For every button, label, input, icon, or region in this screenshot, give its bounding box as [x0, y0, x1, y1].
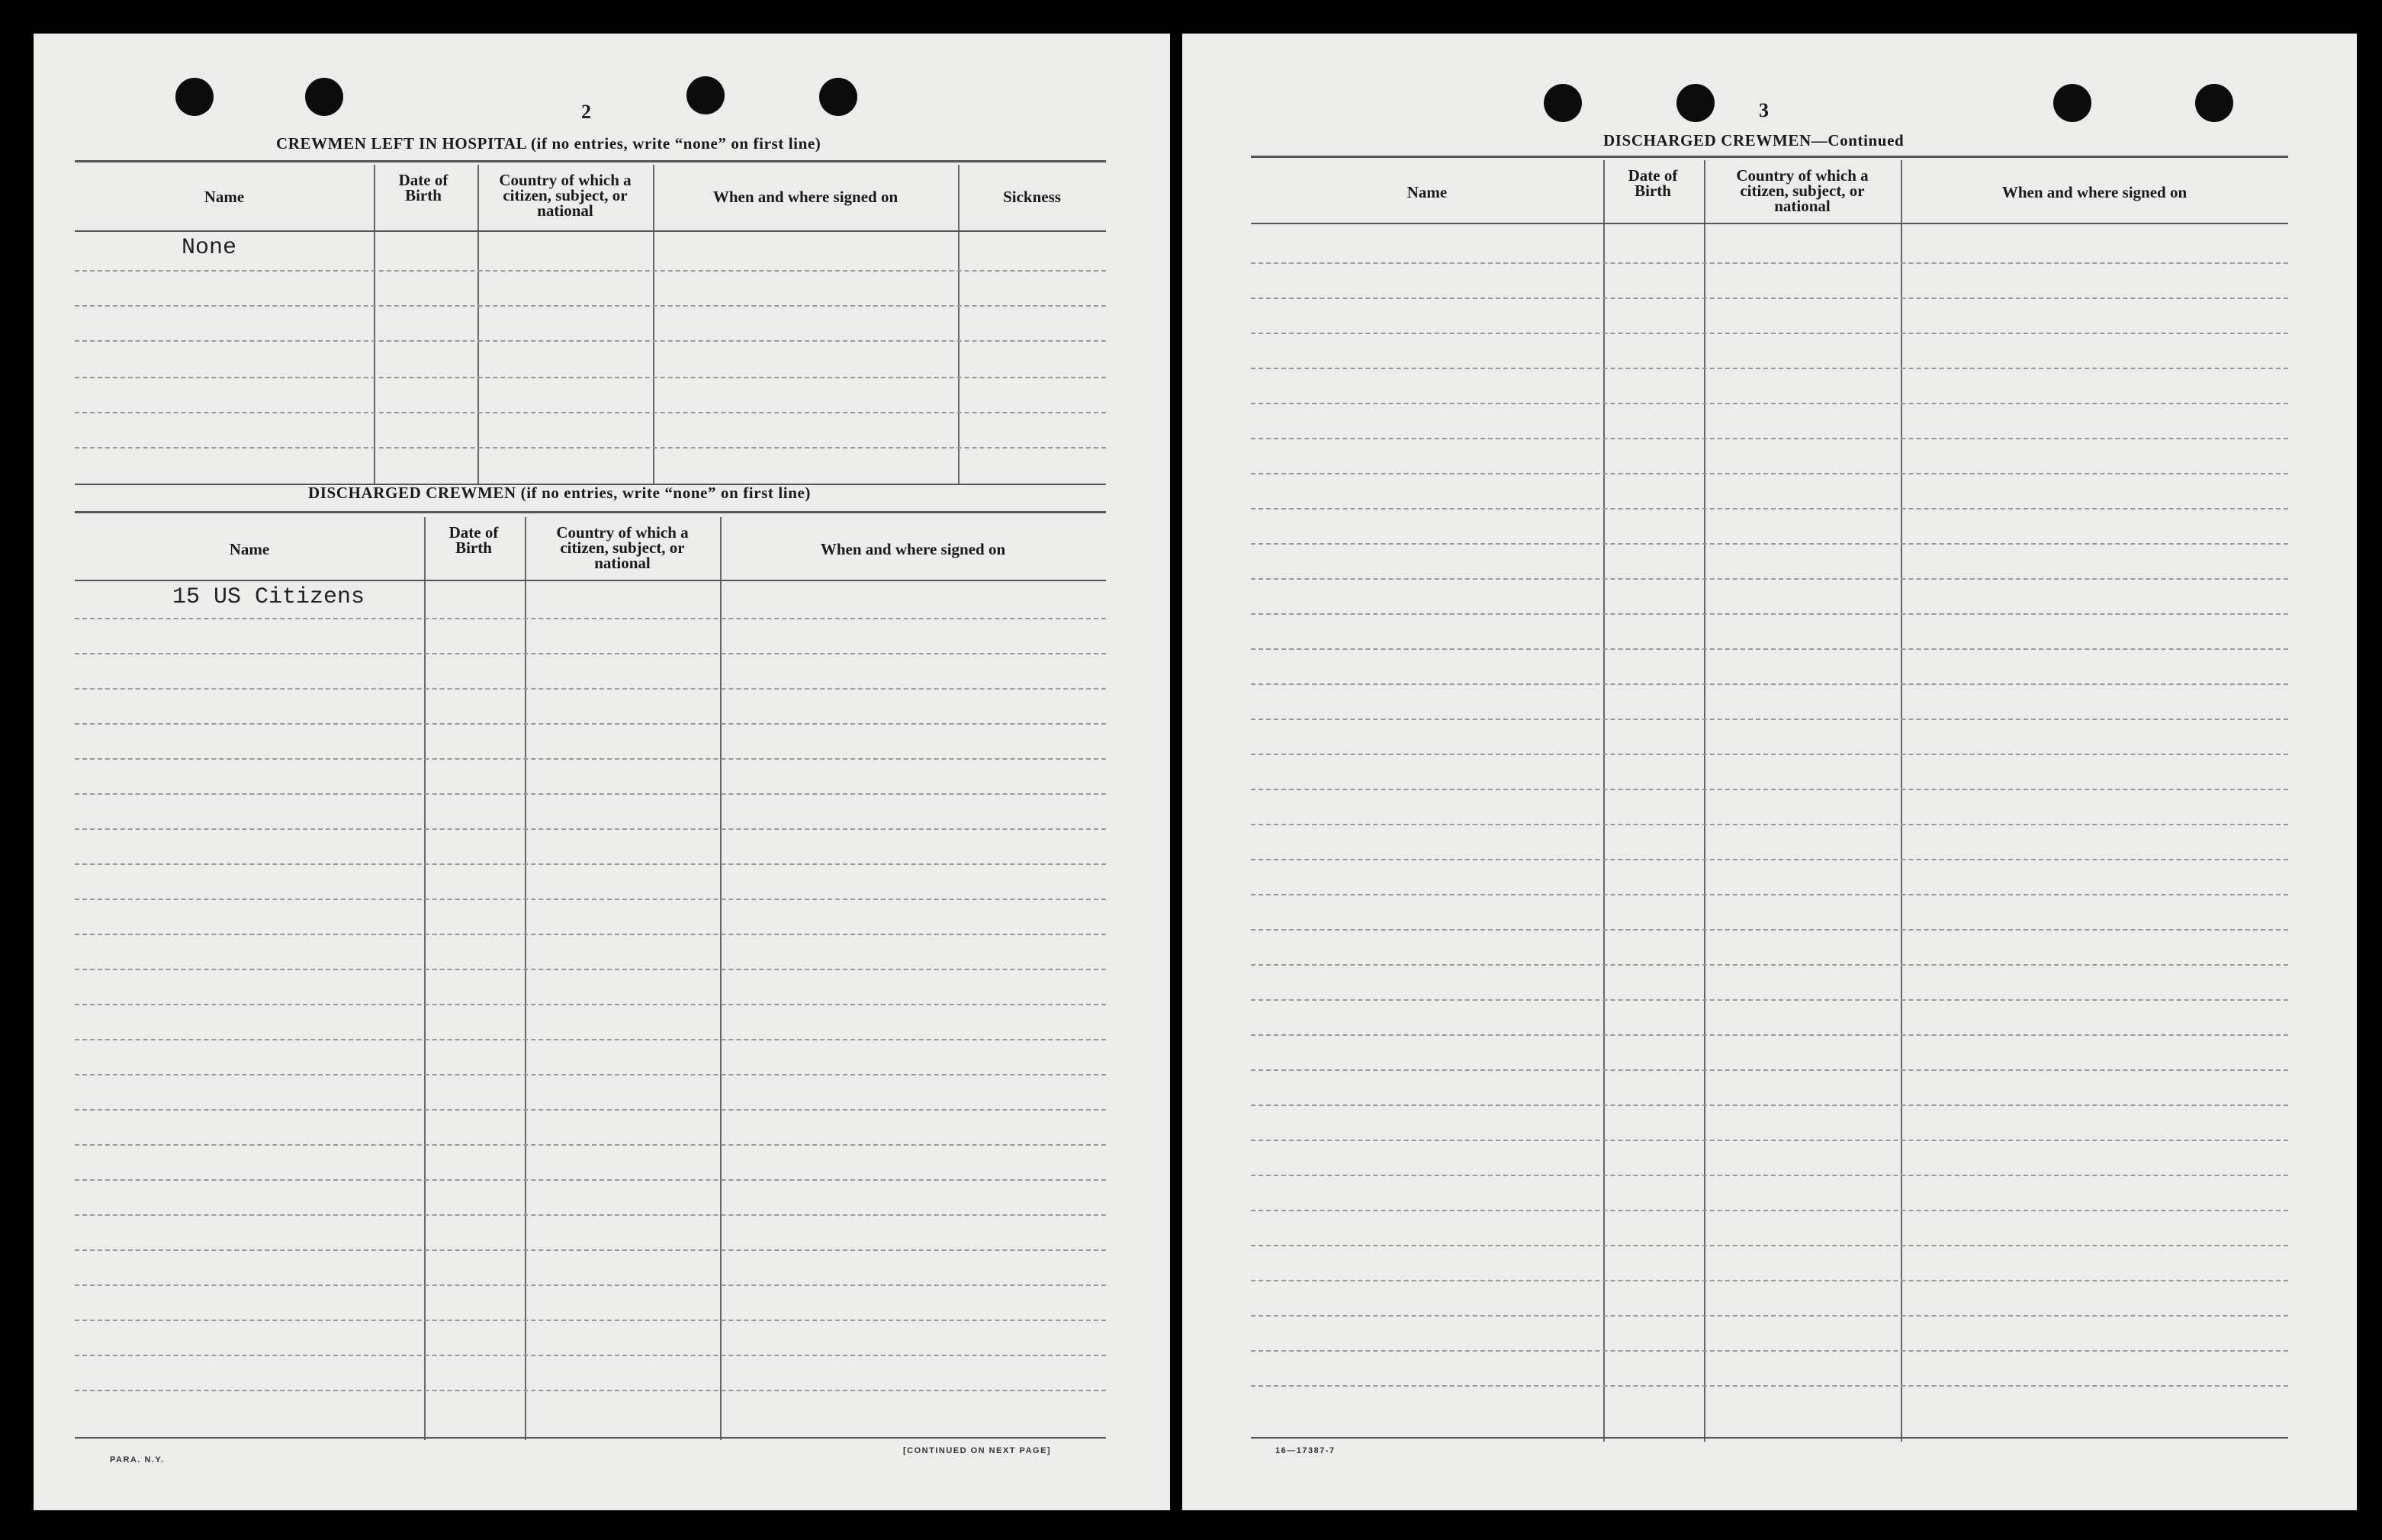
punch-hole	[819, 78, 857, 116]
punch-hole	[1676, 84, 1715, 122]
col-country: Country of which a citizen, subject, or national	[556, 523, 689, 572]
hospital-section-title	[276, 134, 821, 153]
discharged-first-entry: 15 US Citizens	[172, 584, 365, 610]
col-sickness: Sickness	[1003, 188, 1061, 206]
punch-hole	[2053, 84, 2091, 122]
discharged-continued-table	[1251, 160, 2288, 1442]
form-page-3	[1182, 34, 2357, 1510]
page-number: 2	[581, 101, 591, 123]
col-country: Country of which a citizen, subject, or national	[499, 171, 632, 220]
col-name: Name	[229, 540, 270, 558]
punch-hole	[175, 78, 214, 116]
discharged-continued-title-text: DISCHARGED CREWMEN	[1603, 131, 1811, 149]
col-name: Name	[1406, 183, 1448, 201]
section-rule	[75, 160, 1106, 162]
continued-note: [CONTINUED ON NEXT PAGE]	[903, 1446, 1052, 1455]
hospital-title-instruction: (if no entries, write “none” on first line)	[530, 134, 821, 153]
form-code: 16—17387-7	[1275, 1446, 1336, 1455]
hospital-table	[75, 165, 1106, 485]
section-rule	[1251, 156, 2288, 158]
col-date-of-birth: Date of Birth	[1628, 166, 1678, 200]
discharged-continued-title	[1603, 131, 1904, 150]
punch-hole	[2195, 84, 2233, 122]
col-when-where: When and where signed on	[2001, 183, 2188, 201]
discharged-title-instruction: (if no entries, write “none” on first line)	[520, 484, 812, 502]
form-page-2	[34, 34, 1170, 1510]
hospital-title-text: CREWMEN LEFT IN HOSPITAL	[276, 134, 527, 153]
col-country: Country of which a citizen, subject, or national	[1736, 166, 1869, 215]
punch-hole	[686, 76, 725, 114]
page-number: 3	[1759, 99, 1769, 121]
discharged-title-text: DISCHARGED CREWMEN	[308, 484, 516, 502]
hospital-first-entry: None	[182, 235, 237, 261]
continued-suffix: —Continued	[1811, 131, 1905, 149]
discharged-section-title	[308, 484, 811, 503]
col-date-of-birth: Date of Birth	[398, 171, 448, 204]
col-date-of-birth: Date of Birth	[448, 523, 499, 557]
punch-hole	[1544, 84, 1582, 122]
section-rule	[75, 511, 1106, 513]
col-when-where: When and where signed on	[712, 188, 898, 206]
punch-hole	[305, 78, 343, 116]
col-name: Name	[204, 188, 245, 206]
discharged-table	[75, 517, 1106, 1440]
col-when-where: When and where signed on	[820, 540, 1006, 558]
printer-mark: PARA. N.Y.	[110, 1455, 165, 1464]
